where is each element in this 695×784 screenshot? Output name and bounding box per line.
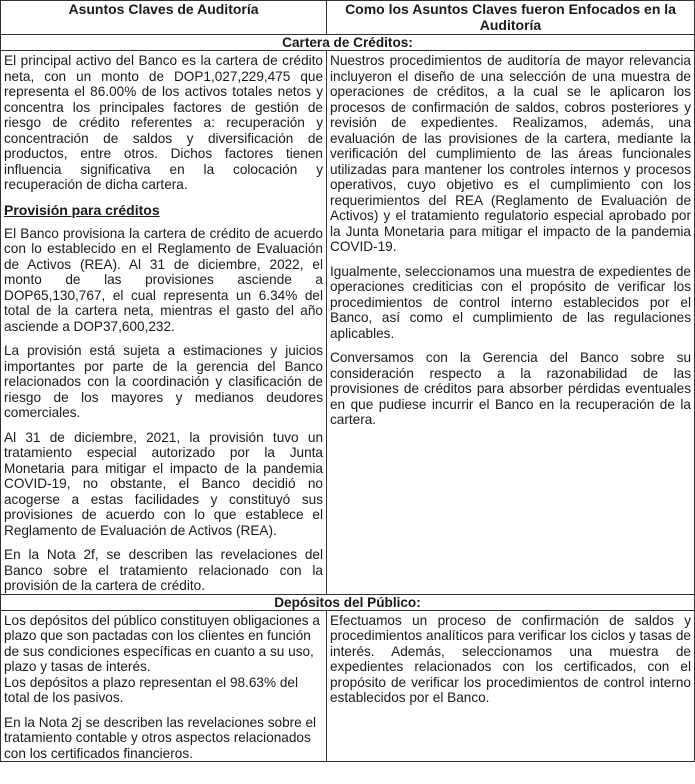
credit-portfolio-matter-p4: Al 31 de diciembre, 2021, la provisión tuvo un tratamiento especial autorizado por la Junta Monetaria para mitigar el impacto de la pandemia COVID-19, no obstante, el Banco decidió no acogerse a estas facilidades y constituyó sus provisiones de acuerdo con lo que establece el Reglamento de Evaluación de Activos (REA). — [4, 429, 323, 538]
public-deposits-matter-cell — [1, 610, 327, 762]
credit-portfolio-matter-p5: En la Nota 2f, se describen las revelaciones del Banco sobre el tratamiento relacionado con la provisión de la cartera de crédito. — [4, 547, 323, 593]
credit-portfolio-matter-p3: La provisión está sujeta a estimaciones y juicios importantes por parte de la gerencia del Banco relacionados con la coordinación y clasificación de riesgo de los mayores y medianos deudores comerciales. — [4, 343, 323, 420]
credit-provision-subheading: Provisión para créditos — [4, 201, 160, 218]
public-deposits-matter-p1: Los depósitos del público constituyen obligaciones a plazo que son pactadas con los clientes en función de sus condiciones específicas en cuanto a su uso, plazo y tasas de interés. — [4, 612, 320, 674]
content-row-credit-portfolio — [1, 51, 695, 595]
public-deposits-matter-p3: En la Nota 2j se describen las revelaciones sobre el tratamiento contable y otros aspectos relacionados con los certificados financieros. — [4, 714, 317, 761]
credit-portfolio-approach-p2: Igualmente, seleccionamos una muestra de expedientes de operaciones crediticias con el propósito de verificar los procedimientos de control interno establecidos por el Banco, así como el cumplimiento de las regulaciones aplicables. — [330, 263, 691, 341]
section-row-public-deposits — [1, 594, 695, 610]
section-title-public-deposits: Depósitos del Público: — [1, 594, 695, 610]
credit-portfolio-approach-cell — [327, 51, 695, 595]
public-deposits-approach-p1: Efectuamos un proceso de confirmación de saldos y procedimientos analíticos para verificar los ciclos y tasas de interés. Además, seleccionamos una muestra de expedientes relacionados con los certificados, con el propósito de verificar los procedimientos de control interno establecidos por el Banco. — [330, 612, 691, 705]
section-row-credit-portfolio — [1, 35, 695, 51]
header-how-addressed: Como los Asuntos Claves fueron Enfocados en la Auditoría — [327, 1, 695, 35]
credit-portfolio-approach-p1: Nuestros procedimientos de auditoría de mayor relevancia incluyeron el diseño de una selección de una muestra de operaciones de créditos, a la cual se le aplicaron los procesos de confirmación de saldos, cobros posteriores y revisión de expedientes. Realizamos, además, una evaluación de las provisiones de la cartera, mediante la verificación del cumplimiento de las áreas funcionales utilizadas para mantener los controles internos y procesos operativos, cuyo objetivo es el cumplimiento con los requerimientos del REA (Reglamento de Evaluación de Activos) y el tratamiento regulatorio especial aprobado por la Junta Monetaria para mitigar el impacto de la pandemia COVID-19. — [330, 53, 691, 254]
section-title-credit-portfolio: Cartera de Créditos: — [1, 35, 695, 51]
credit-portfolio-matter-p1: El principal activo del Banco es la cartera de crédito neta, con un monto de DOP1,027,229,475 que representa el 86.00% de los activos totales netos y concentra los principales factores de gestión de riesgo de crédito referentes a: recuperación y concentración de saldos y diversificación de productos, entre otros. Dichos factores tienen influencia significativa en la colocación y recuperación de dicha cartera. — [4, 53, 323, 192]
content-row-public-deposits — [1, 610, 695, 762]
header-key-matters: Asuntos Claves de Auditoría — [1, 1, 327, 35]
header-row — [1, 1, 695, 35]
credit-portfolio-matter-cell — [1, 51, 327, 595]
public-deposits-matter-p2: Los depósitos a plazo representan el 98.63% del total de los pasivos. — [4, 674, 298, 705]
credit-portfolio-matter-p2: El Banco provisiona la cartera de crédito de acuerdo con lo establecido en el Reglamento de Evaluación de Activos (REA). Al 31 de diciembre, 2022, el monto de las provisiones asciende a DOP65,130,767, el cual representa un 6.34% del total de la cartera neta, mientras el gasto del año asciende a DOP37,600,232. — [4, 225, 323, 334]
public-deposits-approach-cell — [327, 610, 695, 762]
credit-portfolio-approach-p3: Conversamos con la Gerencia del Banco sobre su consideración respecto a la razonabilidad de las provisiones de créditos para absorber pérdidas eventuales en que pudiese incurrir el Banco en la recuperación de la cartera. — [330, 350, 691, 427]
